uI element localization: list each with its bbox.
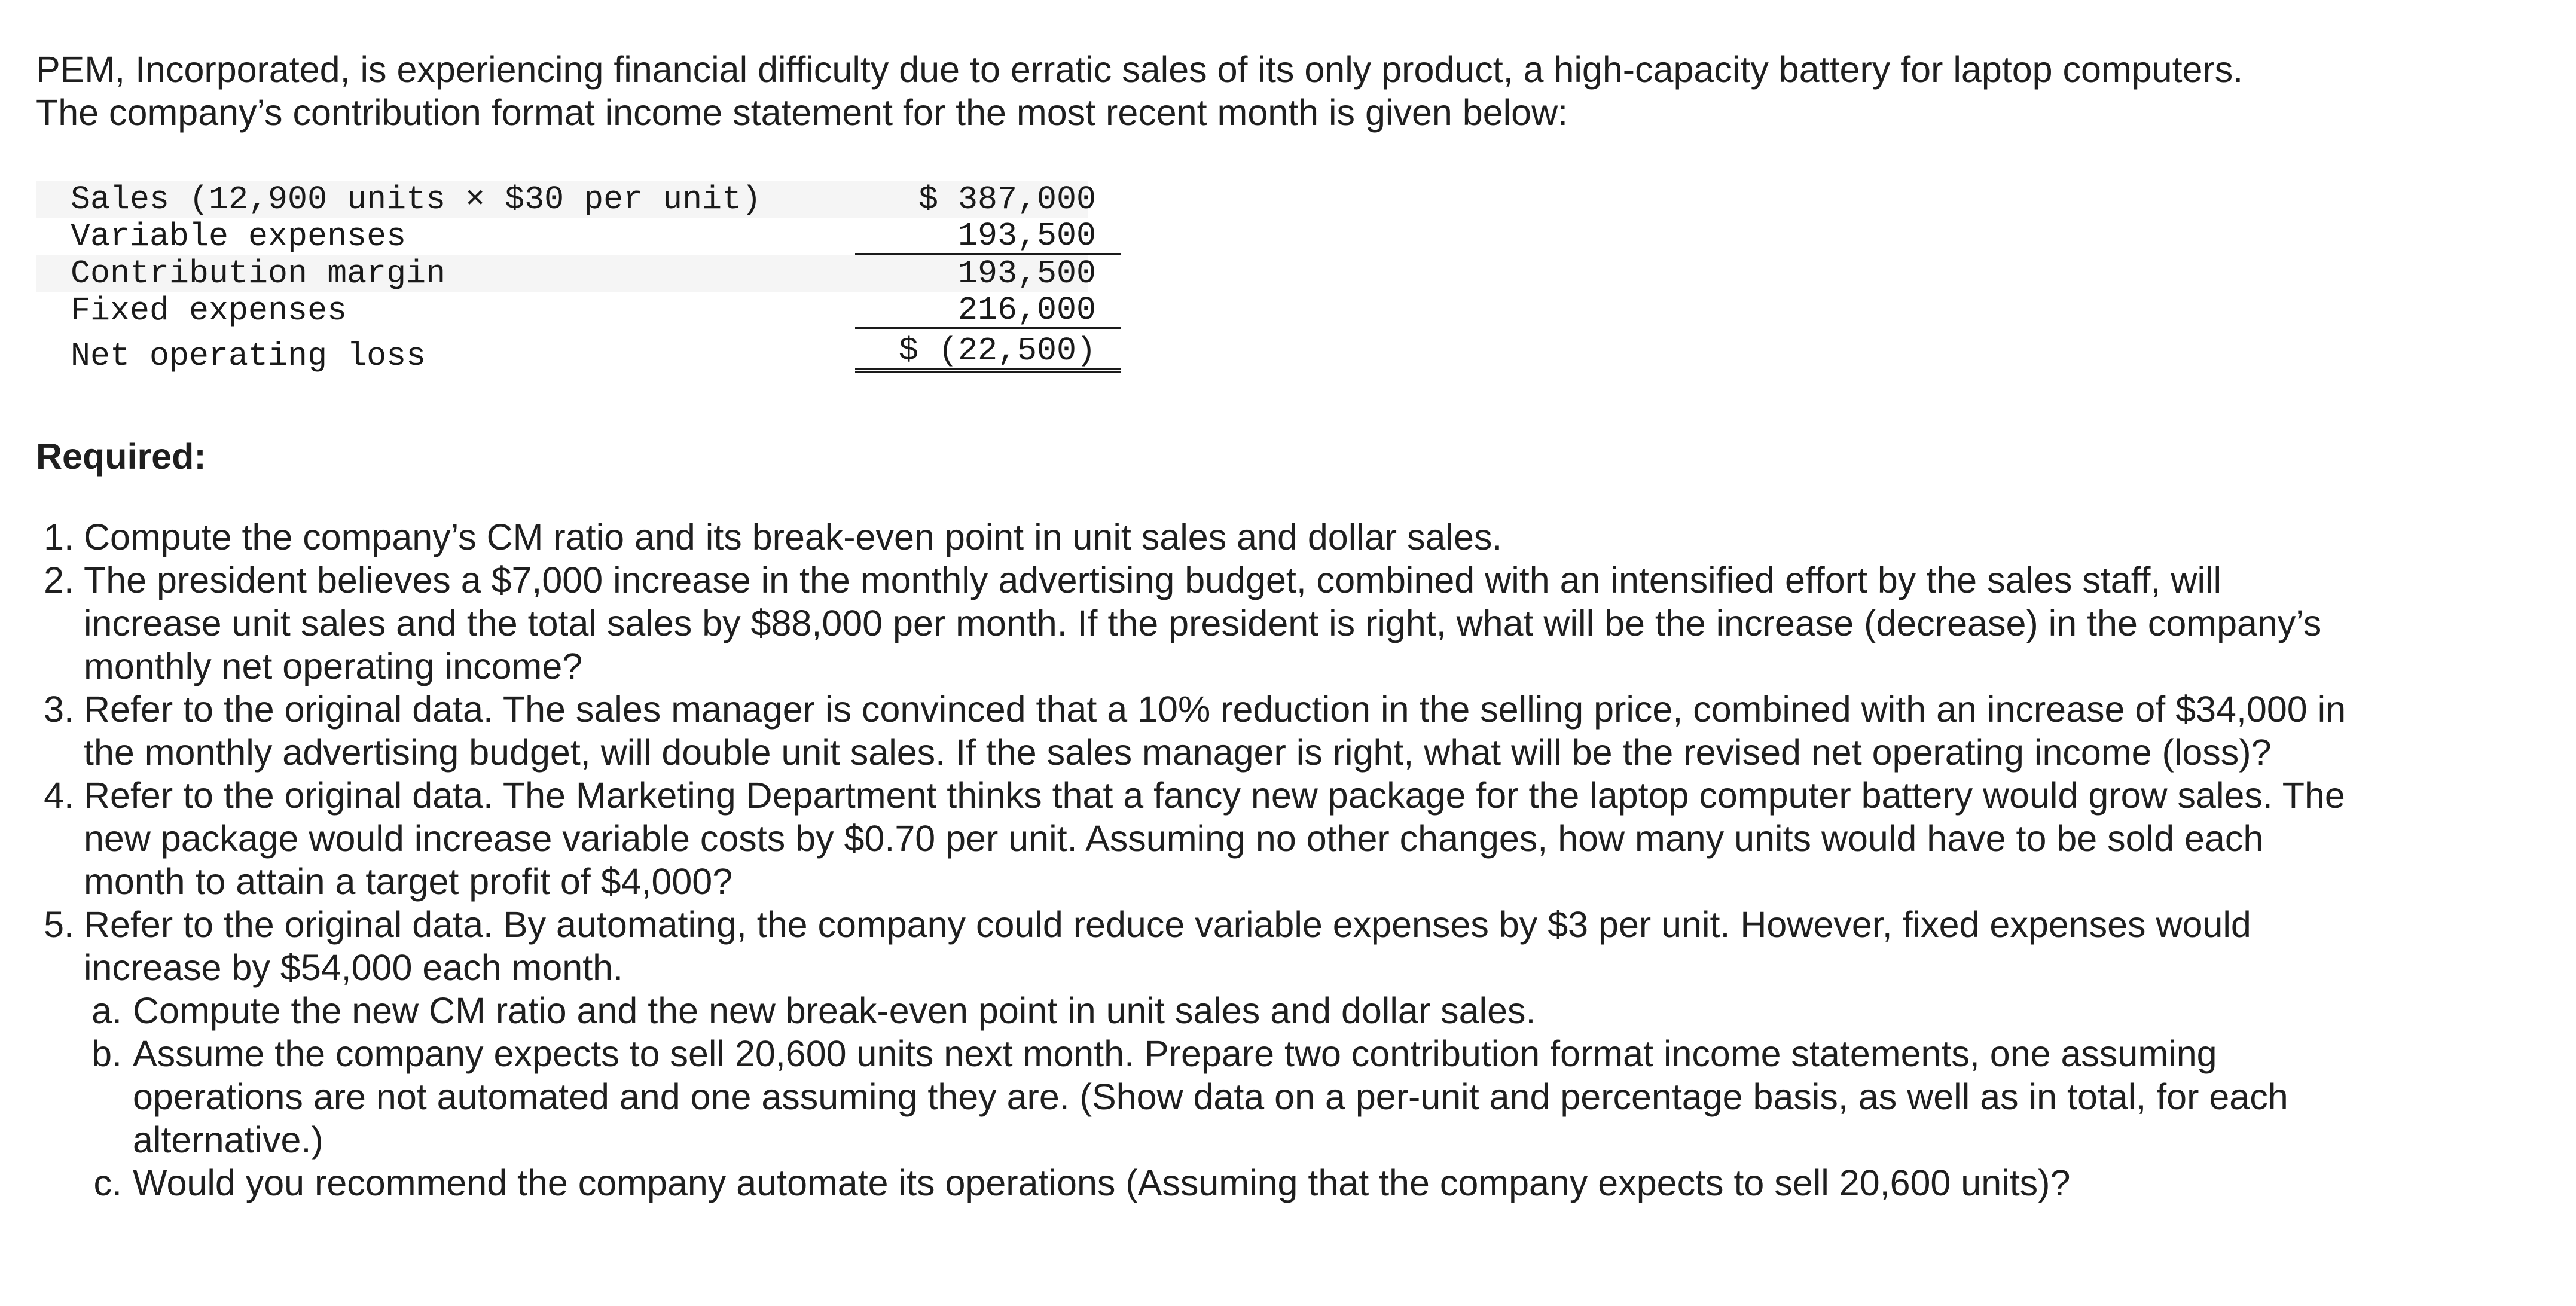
question-number: 1. [44,517,74,557]
subquestion-letter: c. [93,1162,122,1203]
row-label-net-operating-loss: Net operating loss [71,337,426,375]
question-number: 3. [44,689,74,730]
income-statement-row [36,329,1096,383]
row-amount-net-operating-loss: $ (22,500) [855,329,1121,373]
intro-paragraph: PEM, Incorporated, is experiencing financial difficulty due to erratic sales of its only product, a high-capacity battery for laptop computers. The company’s contribution format income statement for the most recent month is given below: [36,49,2244,133]
row-label-sales: Sales (12,900 units × $30 per unit) [71,180,762,218]
question-number: 5. [44,904,74,945]
question-text: Refer to the original data. The Marketing Department thinks that a fancy new package for the laptop computer battery would grow sales. The new package would increase variable costs by $0.70 per unit. Assuming no other changes, how many units would have to be sold each month to attain a target profit of $4,000? [84,775,2345,902]
question-item [36,559,2368,688]
subquestion-text: Would you recommend the company automate its operations (Assuming that the company expects to sell 20,600 units)? [133,1162,2071,1203]
income-statement-row [36,291,1096,329]
question-item [36,774,2368,903]
question-number: 2. [44,560,74,600]
questions-list [36,515,2368,1204]
question-item [36,903,2368,1204]
subquestion-item [84,1032,2368,1161]
row-amount-fixed-expenses: 216,000 [855,292,1121,329]
subquestion-item [84,989,2368,1032]
question-text: Refer to the original data. By automating, the company could reduce variable expenses by $3 per unit. However, fixed expenses would increase by $54,000 each month. [84,904,2251,988]
row-label-variable-expenses: Variable expenses [71,217,407,255]
question-number: 4. [44,775,74,816]
income-statement-row [36,180,1096,218]
question-item [36,515,2368,559]
income-statement-row [36,254,1096,292]
subquestion-letter: b. [91,1033,122,1074]
subquestion-text: Compute the new CM ratio and the new break-even point in unit sales and dollar sales. [133,990,1536,1031]
question-text: Compute the company’s CM ratio and its break-even point in unit sales and dollar sales. [84,517,1503,557]
income-statement-row [36,217,1096,255]
income-statement-table [36,180,1096,383]
row-amount-variable-expenses: 193,500 [855,218,1121,255]
subquestions-list [84,989,2368,1204]
subquestion-item [84,1161,2368,1204]
question-text: Refer to the original data. The sales manager is convinced that a 10% reduction in the selling price, combined with an increase of $34,000 in the monthly advertising budget, will double unit sales. If the sales manager is right, what will be the revised net operating income (loss)? [84,689,2346,773]
row-amount-sales: $ 387,000 [918,180,1096,218]
row-label-fixed-expenses: Fixed expenses [71,291,347,329]
required-heading: Required: [36,436,206,477]
subquestion-letter: a. [91,990,122,1031]
question-text: The president believes a $7,000 increase in the monthly advertising budget, combined with an intensified effort by the sales staff, will increase unit sales and the total sales by $88,000 per month. If the president is right, what will be the increase (decrease) in the company’s monthly net operating income? [84,560,2322,686]
question-item [36,688,2368,774]
row-amount-contribution-margin: 193,500 [957,254,1096,292]
row-label-contribution-margin: Contribution margin [71,254,446,292]
subquestion-text: Assume the company expects to sell 20,600 units next month. Prepare two contribution format income statements, one assuming operations are not automated and one assuming they are. (Show data on a per-unit and percentage basis, as well as in total, for each alternative.) [133,1033,2288,1160]
